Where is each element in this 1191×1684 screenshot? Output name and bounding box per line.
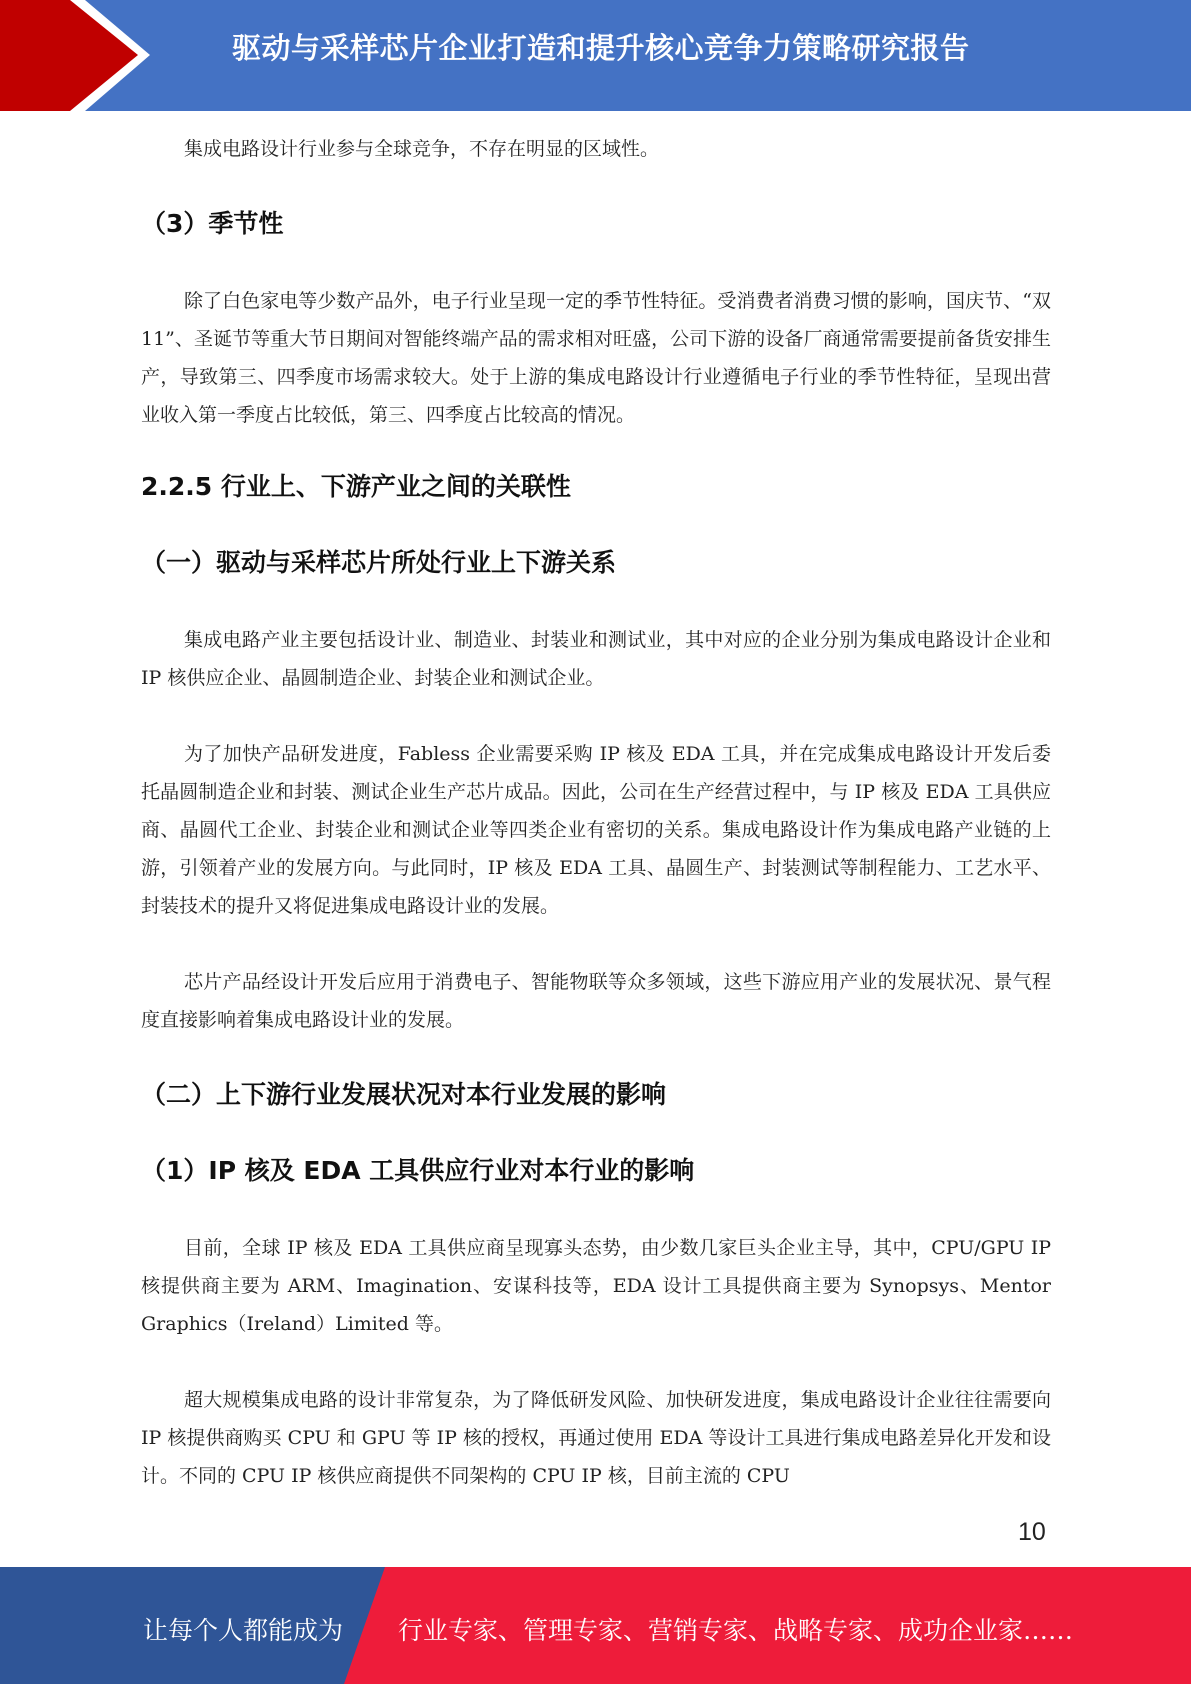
report-title: 驱动与采样芯片企业打造和提升核心竞争力策略研究报告 [232,31,970,65]
footer-slogan-right: 行业专家、管理专家、营销专家、战略专家、成功企业家…… [398,1616,1074,1645]
paragraph-vlsi-design: 超大规模集成电路的设计非常复杂，为了降低研发风险、加快研发进度，集成电路设计企业往往需要向 IP 核提供商购买 CPU 和 GPU 等 IP 核的授权，再通过使用 EDA 等设计工具进行集成电路差异化开发和设计。不同的 CPU IP 核供应商提供不同架构的 CPU IP 核，目前主流的 CPU [141,1389,1051,1487]
paragraph-ip-eda-suppliers: 目前，全球 IP 核及 EDA 工具供应商呈现寡头态势，由少数几家巨头企业主导，其中，CPU/GPU IP 核提供商主要为 ARM、Imagination、安谋科技等，EDA 设计工具提供商主要为 Synopsys、Mentor Graphics（Ireland）Limited 等。 [141,1237,1051,1335]
header-arrow-icon [0,0,160,111]
paragraph-industry-structure: 集成电路产业主要包括设计业、制造业、封装业和测试业，其中对应的企业分别为集成电路设计企业和 IP 核供应企业、晶圆制造企业、封装企业和测试企业。 [141,629,1051,689]
heading-section-2-2-5: 2.2.5 行业上、下游产业之间的关联性 [141,472,571,501]
page-header [0,0,1191,111]
heading-impact: （二）上下游行业发展状况对本行业发展的影响 [141,1080,667,1109]
footer-slogan-left: 让每个人都能成为 [143,1616,344,1645]
paragraph-seasonality: 除了白色家电等少数产品外，电子行业呈现一定的季节性特征。受消费者消费习惯的影响，国庆节、“双 11”、圣诞节等重大节日期间对智能终端产品的需求相对旺盛，公司下游的设备厂商通常需要提前备货安排生产，导致第三、四季度市场需求较大。处于上游的集成电路设计行业遵循电子行业的季节性特征，呈现出营业收入第一季度占比较低，第三、四季度占比较高的情况。 [141,290,1051,426]
paragraph-fabless: 为了加快产品研发进度，Fabless 企业需要采购 IP 核及 EDA 工具，并在完成集成电路设计开发后委托晶圆制造企业和封装、测试企业生产芯片成品。因此，公司在生产经营过程中，与 IP 核及 EDA 工具供应商、晶圆代工企业、封装企业和测试企业等四类企业有密切的关系。集成电路设计作为集成电路产业链的上游，引领着产业的发展方向。与此同时，IP 核及 EDA 工具、晶圆生产、封装测试等制程能力、工艺水平、封装技术的提升又将促进集成电路设计业的发展。 [141,743,1051,917]
heading-upstream-downstream: （一）驱动与采样芯片所处行业上下游关系 [141,548,617,577]
heading-seasonality: （3）季节性 [141,209,284,238]
document-body [141,130,1051,1495]
page-footer [0,1567,1191,1684]
paragraph-regional: 集成电路设计行业参与全球竞争，不存在明显的区域性。 [184,138,660,160]
heading-ip-eda: （1）IP 核及 EDA 工具供应行业对本行业的影响 [141,1156,695,1185]
paragraph-downstream-apps: 芯片产品经设计开发后应用于消费电子、智能物联等众多领域，这些下游应用产业的发展状况、景气程度直接影响着集成电路设计业的发展。 [141,971,1051,1031]
page-number: 10 [1018,1518,1046,1546]
